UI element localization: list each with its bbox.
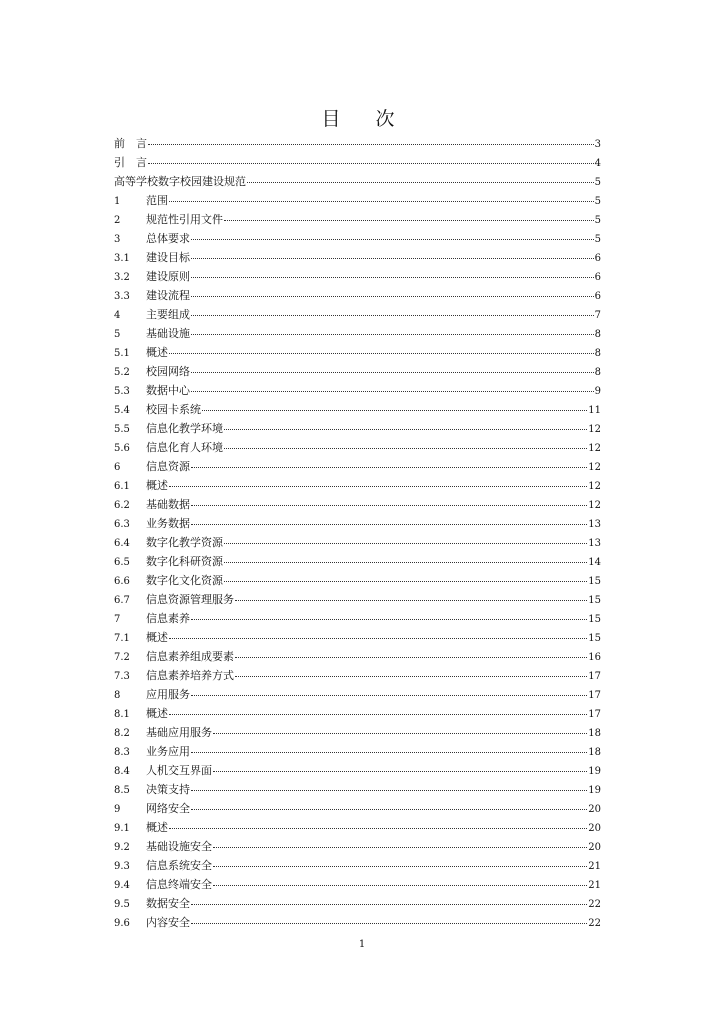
toc-entry-title: 信息资源管理服务 [146, 593, 234, 606]
toc-entry-title: 概述 [146, 479, 168, 492]
toc-entry-title: 高等学校数字校园建设规范 [114, 175, 246, 188]
toc-dot-leader [191, 383, 594, 392]
toc-dot-leader [213, 725, 587, 734]
toc-entry-page: 17 [588, 709, 601, 720]
toc-entry-title: 信息化育人环境 [146, 441, 223, 454]
toc-entry-number: 6.6 [114, 576, 130, 587]
toc-entry-title: 信息素养培养方式 [146, 669, 234, 682]
toc-entry-page: 11 [588, 405, 601, 416]
toc-entry[interactable] [114, 324, 601, 343]
toc-dot-leader [191, 250, 594, 259]
toc-entry[interactable] [114, 875, 601, 894]
toc-entry-page: 3 [594, 139, 601, 150]
toc-entry-title: 数字化教学资源 [146, 536, 223, 549]
toc-entry-number: 3.1 [114, 253, 130, 264]
toc-entry[interactable] [114, 685, 601, 704]
toc-dot-leader [191, 269, 594, 278]
toc-entry[interactable] [114, 799, 601, 818]
toc-entry-number: 5 [114, 329, 121, 340]
toc-dot-leader [191, 915, 587, 924]
toc-entry[interactable] [114, 818, 601, 837]
toc-entry-page: 15 [588, 576, 601, 587]
toc-entry-number: 8.1 [114, 709, 130, 720]
toc-entry[interactable] [114, 248, 601, 267]
toc-entry-number: 6.3 [114, 519, 130, 530]
toc-entry-page: 21 [588, 880, 601, 891]
toc-entry-page: 20 [588, 842, 601, 853]
toc-entry-title: 总体要求 [146, 232, 190, 245]
toc-entry-page: 21 [588, 861, 601, 872]
table-of-contents [114, 134, 601, 932]
toc-entry-title: 人机交互界面 [146, 764, 212, 777]
toc-entry-page: 5 [594, 177, 601, 188]
toc-entry[interactable] [114, 913, 601, 932]
toc-entry-number: 3.3 [114, 291, 130, 302]
toc-entry[interactable] [114, 628, 601, 647]
toc-entry-title: 范围 [146, 194, 168, 207]
toc-entry-number: 7.2 [114, 652, 130, 663]
toc-entry[interactable] [114, 780, 601, 799]
toc-entry-title: 数字化文化资源 [146, 574, 223, 587]
toc-entry-page: 12 [588, 443, 601, 454]
toc-entry-page: 13 [588, 519, 601, 530]
toc-entry[interactable] [114, 609, 601, 628]
toc-entry-number: 9.5 [114, 899, 130, 910]
toc-dot-leader [191, 288, 594, 297]
toc-entry-title: 基础数据 [146, 498, 190, 511]
toc-entry[interactable] [114, 172, 601, 191]
toc-entry-number: 7 [114, 614, 121, 625]
toc-dot-leader [235, 592, 587, 601]
toc-entry[interactable] [114, 286, 601, 305]
toc-entry-page: 7 [594, 310, 601, 321]
toc-entry[interactable] [114, 647, 601, 666]
toc-entry-title: 信息系统安全 [146, 859, 212, 872]
toc-entry-title: 校园卡系统 [146, 403, 201, 416]
toc-entry[interactable] [114, 153, 601, 172]
toc-entry-title: 引 言 [114, 156, 147, 169]
toc-entry-number: 6.5 [114, 557, 130, 568]
toc-entry-page: 22 [588, 899, 601, 910]
toc-entry-number: 9.6 [114, 918, 130, 929]
toc-entry-number: 5.4 [114, 405, 130, 416]
toc-entry-page: 15 [588, 595, 601, 606]
toc-entry-number: 6.7 [114, 595, 130, 606]
toc-dot-leader [191, 516, 587, 525]
toc-entry-title: 规范性引用文件 [146, 213, 223, 226]
toc-entry-number: 6 [114, 462, 121, 473]
toc-entry[interactable] [114, 590, 601, 609]
toc-dot-leader [191, 231, 594, 240]
toc-dot-leader [169, 630, 587, 639]
toc-entry-page: 8 [594, 348, 601, 359]
toc-entry[interactable] [114, 742, 601, 761]
toc-dot-leader [224, 212, 594, 221]
toc-entry-number: 6.4 [114, 538, 130, 549]
toc-entry-title: 基础设施 [146, 327, 190, 340]
toc-entry-page: 12 [588, 481, 601, 492]
toc-entry[interactable] [114, 571, 601, 590]
toc-entry-page: 4 [594, 158, 601, 169]
toc-entry-title: 建设目标 [146, 251, 190, 264]
toc-entry-page: 17 [588, 671, 601, 682]
toc-entry-number: 5.6 [114, 443, 130, 454]
toc-entry-number: 8.4 [114, 766, 130, 777]
toc-entry-page: 6 [594, 253, 601, 264]
toc-dot-leader [191, 896, 587, 905]
toc-entry-number: 3.2 [114, 272, 130, 283]
toc-entry-page: 19 [588, 766, 601, 777]
toc-dot-leader [224, 421, 587, 430]
toc-entry-page: 19 [588, 785, 601, 796]
toc-entry[interactable] [114, 552, 601, 571]
toc-dot-leader [191, 744, 587, 753]
toc-entry-page: 8 [594, 329, 601, 340]
toc-dot-leader [191, 364, 594, 373]
toc-entry-number: 8.3 [114, 747, 130, 758]
toc-dot-leader [213, 763, 587, 772]
toc-entry-title: 信息素养 [146, 612, 190, 625]
toc-entry[interactable] [114, 210, 601, 229]
toc-entry[interactable] [114, 837, 601, 856]
toc-entry-number: 6.1 [114, 481, 130, 492]
page-number: 1 [358, 939, 366, 950]
toc-dot-leader [213, 877, 587, 886]
toc-entry-title: 建设原则 [146, 270, 190, 283]
toc-entry[interactable] [114, 134, 601, 153]
toc-entry-title: 应用服务 [146, 688, 190, 701]
toc-entry[interactable] [114, 229, 601, 248]
toc-entry-title: 前 言 [114, 137, 147, 150]
toc-entry-page: 12 [588, 462, 601, 473]
toc-dot-leader [224, 554, 587, 563]
toc-entry-page: 12 [588, 500, 601, 511]
toc-entry[interactable] [114, 438, 601, 457]
toc-entry-number: 9.2 [114, 842, 130, 853]
toc-entry-page: 14 [588, 557, 601, 568]
toc-entry-page: 20 [588, 823, 601, 834]
toc-entry[interactable] [114, 267, 601, 286]
toc-entry-title: 数据安全 [146, 897, 190, 910]
toc-dot-leader [169, 820, 587, 829]
toc-dot-leader [148, 155, 594, 164]
toc-entry-page: 5 [594, 215, 601, 226]
toc-entry-number: 6.2 [114, 500, 130, 511]
toc-entry-number: 9 [114, 804, 121, 815]
toc-entry[interactable] [114, 362, 601, 381]
toc-entry-number: 1 [114, 196, 121, 207]
toc-dot-leader [235, 649, 587, 658]
toc-entry-title: 校园网络 [146, 365, 190, 378]
toc-dot-leader [169, 345, 594, 354]
toc-dot-leader [191, 611, 587, 620]
toc-dot-leader [191, 326, 594, 335]
toc-entry-page: 18 [588, 728, 601, 739]
toc-entry-page: 9 [594, 386, 601, 397]
toc-entry-number: 5.1 [114, 348, 130, 359]
toc-entry-number: 8 [114, 690, 121, 701]
toc-entry-page: 5 [594, 196, 601, 207]
toc-entry-title: 内容安全 [146, 916, 190, 929]
toc-entry-page: 13 [588, 538, 601, 549]
toc-entry[interactable] [114, 704, 601, 723]
toc-entry[interactable] [114, 457, 601, 476]
toc-dot-leader [191, 687, 587, 696]
toc-entry-title: 概述 [146, 631, 168, 644]
toc-entry-page: 22 [588, 918, 601, 929]
toc-dot-leader [169, 478, 587, 487]
toc-entry[interactable] [114, 476, 601, 495]
toc-entry[interactable] [114, 495, 601, 514]
toc-entry-number: 7.1 [114, 633, 130, 644]
toc-entry-title: 主要组成 [146, 308, 190, 321]
toc-entry-title: 信息资源 [146, 460, 190, 473]
toc-entry[interactable] [114, 894, 601, 913]
toc-entry-title: 基础设施安全 [146, 840, 212, 853]
toc-entry-page: 17 [588, 690, 601, 701]
toc-entry[interactable] [114, 305, 601, 324]
toc-entry-page: 15 [588, 614, 601, 625]
toc-entry[interactable] [114, 343, 601, 362]
toc-entry-number: 8.5 [114, 785, 130, 796]
toc-entry-title: 信息化教学环境 [146, 422, 223, 435]
toc-entry[interactable] [114, 723, 601, 742]
toc-entry-title: 建设流程 [146, 289, 190, 302]
toc-entry-title: 业务应用 [146, 745, 190, 758]
toc-entry-page: 16 [588, 652, 601, 663]
toc-dot-leader [191, 782, 587, 791]
toc-entry-title: 决策支持 [146, 783, 190, 796]
toc-entry-page: 6 [594, 272, 601, 283]
toc-entry-number: 9.3 [114, 861, 130, 872]
toc-entry[interactable] [114, 666, 601, 685]
toc-entry[interactable] [114, 856, 601, 875]
toc-dot-leader [169, 706, 587, 715]
toc-entry-number: 8.2 [114, 728, 130, 739]
toc-entry-page: 8 [594, 367, 601, 378]
toc-entry-title: 概述 [146, 821, 168, 834]
toc-entry[interactable] [114, 514, 601, 533]
toc-entry-number: 7.3 [114, 671, 130, 682]
toc-entry[interactable] [114, 533, 601, 552]
toc-entry-page: 18 [588, 747, 601, 758]
toc-entry-title: 网络安全 [146, 802, 190, 815]
page-title: 目 次 [321, 108, 403, 130]
toc-entry[interactable] [114, 381, 601, 400]
toc-entry-number: 5.3 [114, 386, 130, 397]
toc-dot-leader [224, 573, 587, 582]
toc-entry-page: 12 [588, 424, 601, 435]
toc-entry-title: 数字化科研资源 [146, 555, 223, 568]
toc-dot-leader [202, 402, 587, 411]
toc-entry[interactable] [114, 419, 601, 438]
toc-dot-leader [191, 801, 587, 810]
toc-dot-leader [169, 193, 594, 202]
toc-entry[interactable] [114, 191, 601, 210]
toc-entry-page: 6 [594, 291, 601, 302]
toc-dot-leader [148, 136, 594, 145]
toc-entry-number: 9.4 [114, 880, 130, 891]
toc-entry-title: 业务数据 [146, 517, 190, 530]
toc-entry-page: 5 [594, 234, 601, 245]
toc-entry-number: 5.2 [114, 367, 130, 378]
toc-dot-leader [247, 174, 594, 183]
toc-entry-number: 3 [114, 234, 121, 245]
toc-entry-number: 5.5 [114, 424, 130, 435]
toc-entry-number: 2 [114, 215, 121, 226]
toc-dot-leader [191, 497, 587, 506]
toc-entry[interactable] [114, 400, 601, 419]
toc-dot-leader [213, 858, 587, 867]
toc-dot-leader [224, 440, 587, 449]
toc-entry-title: 数据中心 [146, 384, 190, 397]
toc-entry-number: 9.1 [114, 823, 130, 834]
toc-dot-leader [213, 839, 587, 848]
toc-entry-title: 信息素养组成要素 [146, 650, 234, 663]
toc-entry-title: 概述 [146, 346, 168, 359]
toc-entry-title: 概述 [146, 707, 168, 720]
toc-dot-leader [224, 535, 587, 544]
toc-entry-title: 基础应用服务 [146, 726, 212, 739]
toc-entry-title: 信息终端安全 [146, 878, 212, 891]
toc-entry[interactable] [114, 761, 601, 780]
toc-dot-leader [235, 668, 587, 677]
toc-entry-page: 15 [588, 633, 601, 644]
toc-dot-leader [191, 307, 594, 316]
toc-entry-page: 20 [588, 804, 601, 815]
toc-dot-leader [191, 459, 587, 468]
toc-entry-number: 4 [114, 310, 121, 321]
